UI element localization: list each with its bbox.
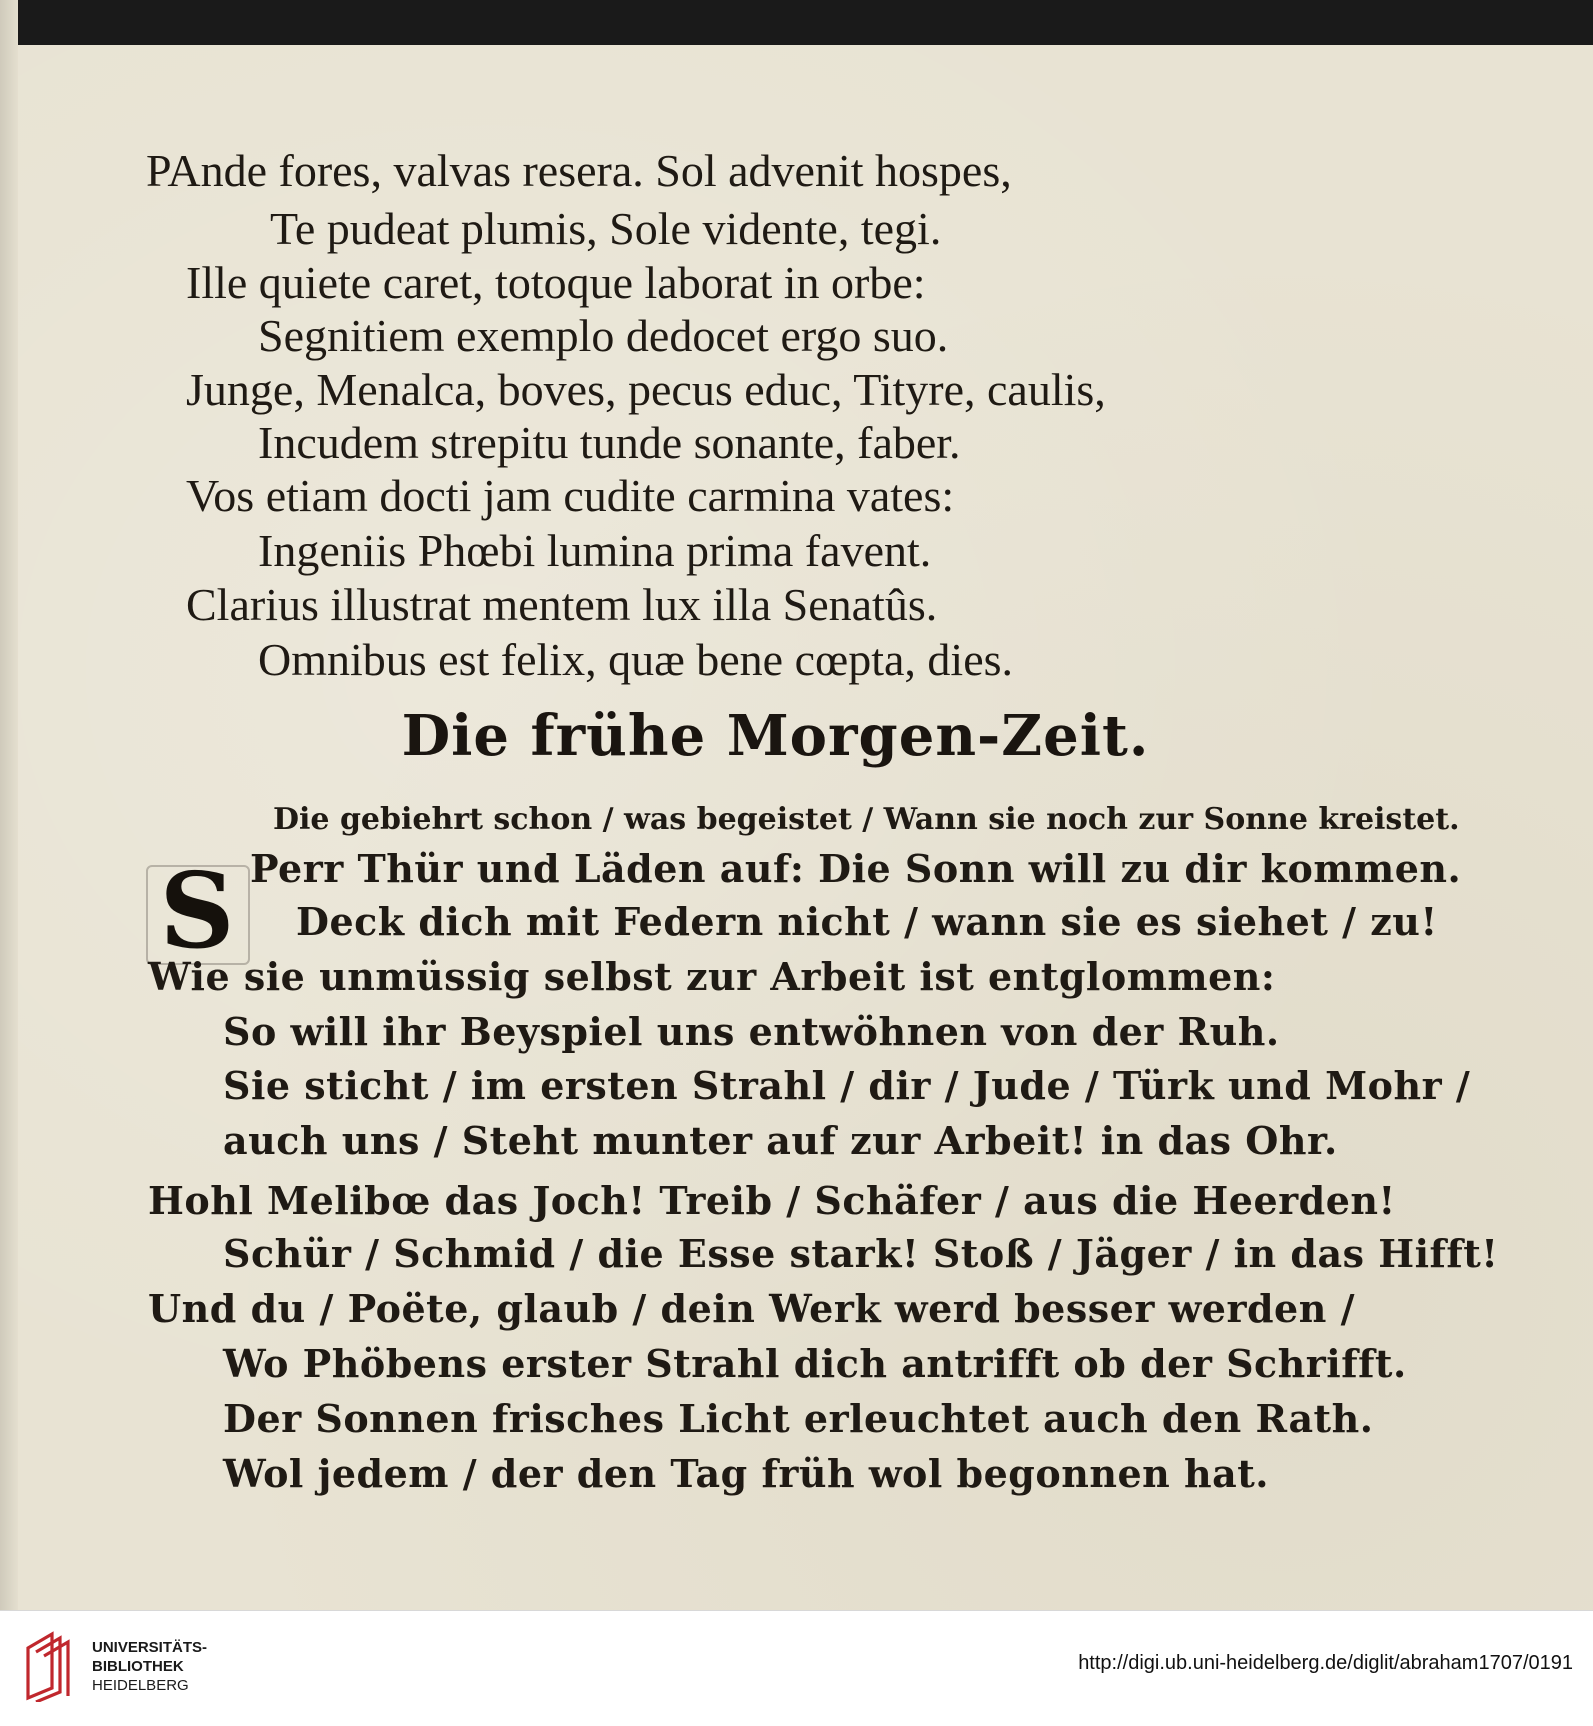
german-line-7: Hohl Melibœ das Joch! Treib / Schäfer / aus die Heerden! xyxy=(148,1178,1396,1223)
latin-line-5: Junge, Menalca, boves, pecus educ, Tityre, caulis, xyxy=(186,364,1106,415)
german-line-9: Und du / Poëte, glaub / dein Werk werd besser werden / xyxy=(148,1286,1355,1331)
latin-line-4: Segnitiem exemplo dedocet ergo suo. xyxy=(258,310,949,361)
latin-line-6: Incudem strepitu tunde sonante, faber. xyxy=(258,417,961,468)
german-line-2: Deck dich mit Federn nicht / wann sie es siehet / zu! xyxy=(296,899,1438,944)
german-line-12: Wol jedem / der den Tag früh wol begonnen hat. xyxy=(223,1451,1270,1496)
german-line-4: So will ihr Beyspiel uns entwöhnen von der Ruh. xyxy=(223,1009,1280,1054)
german-line-3: Wie sie unmüssig selbst zur Arbeit ist entglommen: xyxy=(148,954,1276,999)
latin-line-1: PAnde fores, valvas resera. Sol advenit hospes, xyxy=(146,145,1012,196)
german-line-8: Schür / Schmid / die Esse stark! Stoß / Jäger / in das Hifft! xyxy=(223,1231,1499,1276)
library-name-line3: HEIDELBERG xyxy=(92,1677,189,1694)
german-line-5: Sie sticht / im ersten Strahl / dir / Jude / Türk und Mohr / xyxy=(223,1063,1471,1108)
source-url[interactable]: http://digi.ub.uni-heidelberg.de/diglit/abraham1707/0191 xyxy=(1078,1652,1573,1674)
latin-line-2: Te pudeat plumis, Sole vidente, tegi. xyxy=(270,203,942,254)
page-left-edge xyxy=(0,0,18,1610)
latin-line-3: Ille quiete caret, totoque laborat in orbe: xyxy=(186,257,926,308)
scanned-page xyxy=(18,45,1593,1610)
latin-line-7: Vos etiam docti jam cudite carmina vates: xyxy=(186,470,955,521)
drop-cap: S xyxy=(159,849,235,972)
library-name[interactable] xyxy=(92,1638,207,1695)
latin-line-8: Ingeniis Phœbi lumina prima favent. xyxy=(258,525,932,576)
library-name-line2: BIBLIOTHEK xyxy=(92,1658,184,1675)
german-line-6: auch uns / Steht munter auf zur Arbeit! in das Ohr. xyxy=(223,1118,1338,1163)
poem-subtitle: Die gebiehrt schon / was begeistet / Wann sie noch zur Sonne kreistet. xyxy=(273,802,1460,837)
poem-title: Die frühe Morgen-Zeit. xyxy=(401,703,1150,769)
library-name-line1: UNIVERSITÄTS- xyxy=(92,1639,208,1656)
german-line-11: Der Sonnen frisches Licht erleuchtet auch den Rath. xyxy=(223,1396,1374,1441)
library-logo-icon[interactable] xyxy=(18,1628,78,1702)
german-line-10: Wo Phöbens erster Strahl dich antrifft ob der Schrifft. xyxy=(223,1341,1407,1386)
german-line-1: Perr Thür und Läden auf: Die Sonn will zu dir kommen. xyxy=(250,846,1462,891)
latin-line-10: Omnibus est felix, quæ bene cœpta, dies. xyxy=(258,634,1014,685)
latin-line-9: Clarius illustrat mentem lux illa Senatûs. xyxy=(186,579,938,630)
